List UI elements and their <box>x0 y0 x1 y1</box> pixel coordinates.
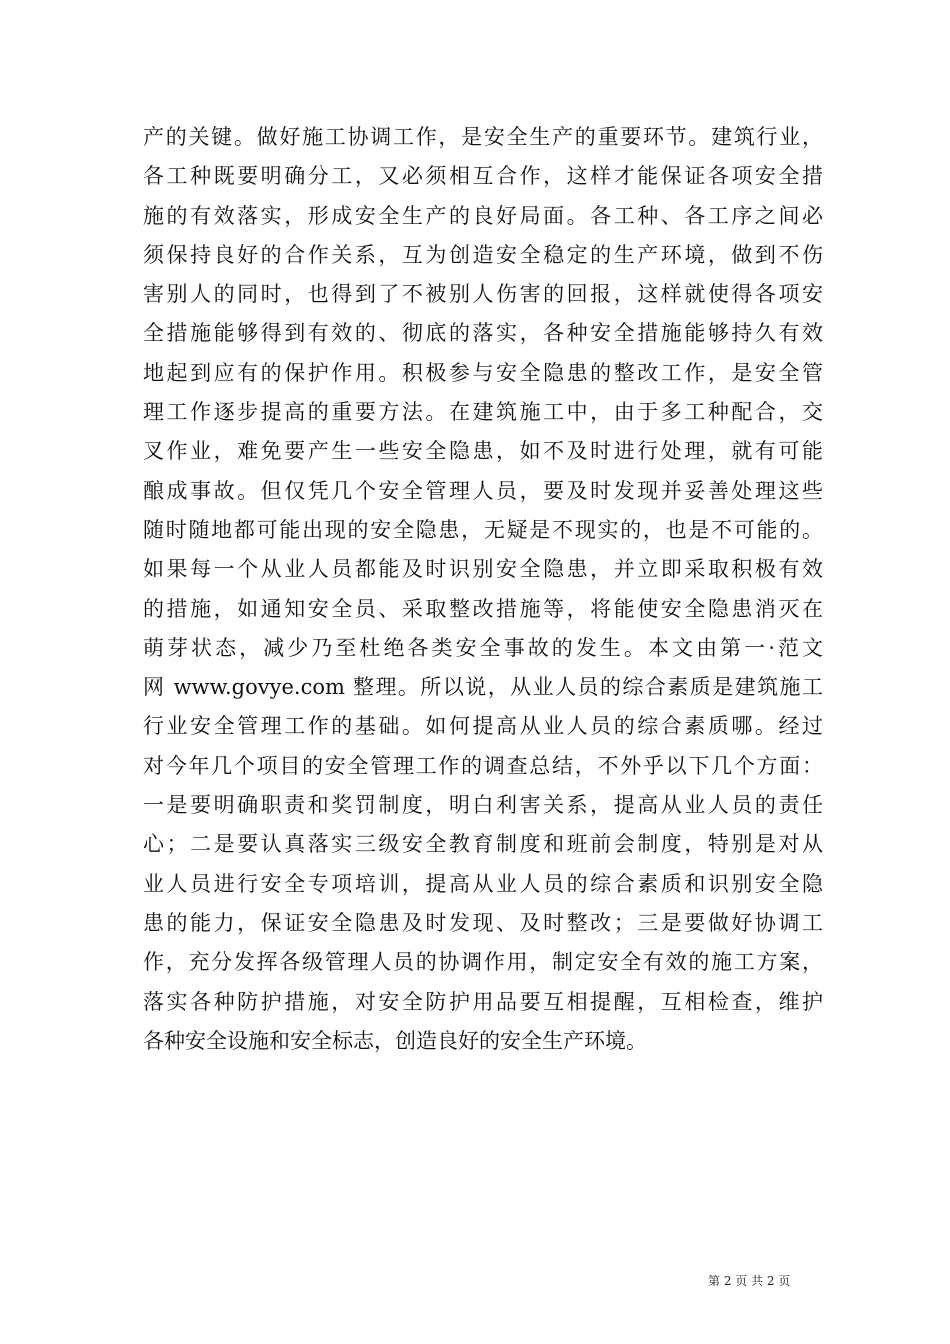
text-line: 心；二是要认真落实三级安全教育制度和班前会制度，特别是对从 <box>143 832 823 857</box>
text-line: 叉作业，难免要产生一些安全隐患，如不及时进行处理，就有可能 <box>143 439 823 464</box>
text-line: 随时随地都可能出现的安全隐患，无疑是不现实的，也是不可能的。 <box>143 517 823 542</box>
text-line: 害别人的同时，也得到了不被别人伤害的回报，这样就使得各项安 <box>143 282 823 307</box>
text-line: 网 www.govye.com 整理。所以说，从业人员的综合素质是建筑施工 <box>143 675 823 700</box>
text-line: 一是要明确职责和奖罚制度，明白利害关系，提高从业人员的责任 <box>143 793 823 818</box>
text-line: 须保持良好的合作关系，互为创造安全稳定的生产环境，做到不伤 <box>143 242 823 267</box>
text-line: 地起到应有的保护作用。积极参与安全隐患的整改工作，是安全管 <box>143 360 823 385</box>
text-line: 落实各种防护措施，对安全防护用品要互相提醒，互相检查，维护 <box>143 989 823 1014</box>
body-paragraph <box>143 118 823 1061</box>
text-line: 酿成事故。但仅凭几个安全管理人员，要及时发现并妥善处理这些 <box>143 478 823 503</box>
text-line: 作，充分发挥各级管理人员的协调作用，制定安全有效的施工方案， <box>143 950 823 975</box>
text-line: 的措施，如通知安全员、采取整改措施等，将能使安全隐患消灭在 <box>143 596 823 621</box>
text-line: 施的有效落实，形成安全生产的良好局面。各工种、各工序之间必 <box>143 203 823 228</box>
text-line: 各工种既要明确分工，又必须相互合作，这样才能保证各项安全措 <box>143 164 823 189</box>
text-line: 业人员进行安全专项培训，提高从业人员的综合素质和识别安全隐 <box>143 871 823 896</box>
page-number-footer: 第 2 页 共 2 页 <box>708 1274 791 1288</box>
text-line: 各种安全设施和安全标志，创造良好的安全生产环境。 <box>143 1028 647 1053</box>
text-line: 萌芽状态，减少乃至杜绝各类安全事故的发生。本文由第一·范文 <box>143 635 823 660</box>
text-line: 产的关键。做好施工协调工作，是安全生产的重要环节。建筑行业， <box>143 125 823 149</box>
text-line: 行业安全管理工作的基础。如何提高从业人员的综合素质哪。经过 <box>143 714 823 739</box>
text-line: 患的能力，保证安全隐患及时发现、及时整改；三是要做好协调工 <box>143 910 823 935</box>
text-line: 理工作逐步提高的重要方法。在建筑施工中，由于多工种配合，交 <box>143 400 823 425</box>
text-line: 如果每一个从业人员都能及时识别安全隐患，并立即采取积极有效 <box>143 557 823 582</box>
text-line: 对今年几个项目的安全管理工作的调查总结，不外乎以下几个方面： <box>143 753 823 778</box>
text-line: 全措施能够得到有效的、彻底的落实，各种安全措施能够持久有效 <box>143 321 823 346</box>
